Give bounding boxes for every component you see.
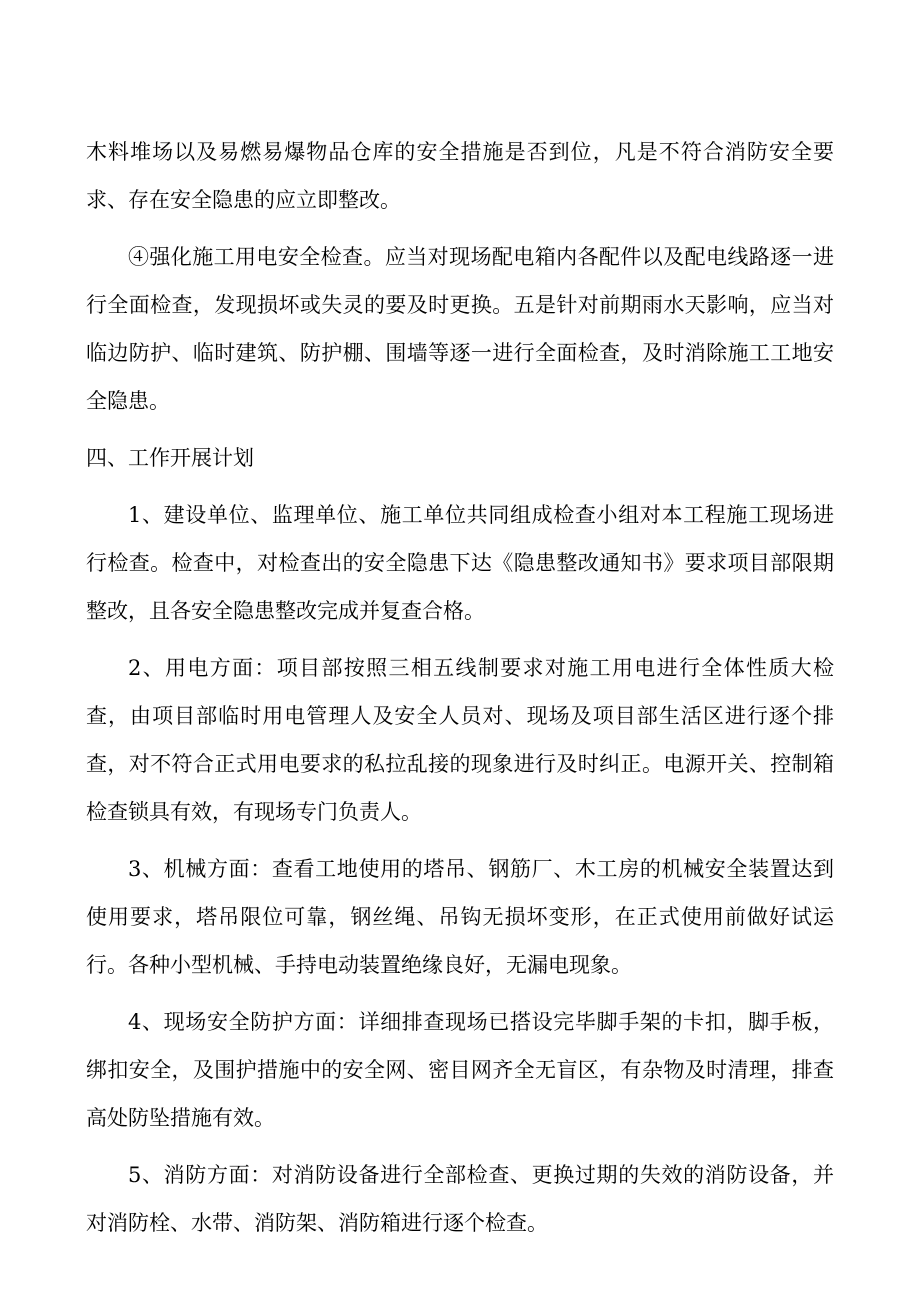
document-body xyxy=(86,128,834,1256)
paragraph-plan-5: 5、消防方面：对消防设备进行全部检查、更换过期的失效的消防设备，并对消防栓、水带、消防架、消防箱进行逐个检查。 xyxy=(86,1163,834,1235)
paragraph-plan-2: 2、用电方面：项目部按照三相五线制要求对施工用电进行全体性质大检查，由项目部临时用电管理人及安全人员对、现场及项目部生活区进行逐个排查，对不符合正式用电要求的私拉乱接的现象进行及时纠正。电源开关、控制箱检查锁具有效，有现场专门负责人。 xyxy=(86,656,834,824)
paragraph-plan-4: 4、现场安全防护方面：详细排查现场已搭设完毕脚手架的卡扣，脚手板，绑扣安全，及围护措施中的安全网、密目网齐全无盲区，有杂物及时清理，排查高处防坠措施有效。 xyxy=(86,1010,834,1130)
paragraph-plan-1: 1、建设单位、监理单位、施工单位共同组成检查小组对本工程施工现场进行检查。检查中，对检查出的安全隐患下达《隐患整改通知书》要求项目部限期整改，且各安全隐患整改完成并复查合格。 xyxy=(86,503,834,623)
paragraph-plan-3: 3、机械方面：查看工地使用的塔吊、钢筋厂、木工房的机械安全装置达到使用要求，塔吊限位可靠，钢丝绳、吊钩无损坏变形，在正式使用前做好试运行。各种小型机械、手持电动装置绝缘良好，无漏电现象。 xyxy=(86,857,834,977)
paragraph-continuation: 木料堆场以及易燃易爆物品仓库的安全措施是否到位，凡是不符合消防安全要求、存在安全隐患的应立即整改。 xyxy=(86,140,834,212)
paragraph-item-4-electric-check: ④强化施工用电安全检查。应当对现场配电箱内各配件以及配电线路逐一进行全面检查，发现损坏或失灵的要及时更换。五是针对前期雨水天影响，应当对临边防护、临时建筑、防护棚、围墙等逐一进行全面检查，及时消除施工工地安全隐患。 xyxy=(86,245,834,413)
section-heading-work-plan: 四、工作开展计划 xyxy=(86,446,254,470)
